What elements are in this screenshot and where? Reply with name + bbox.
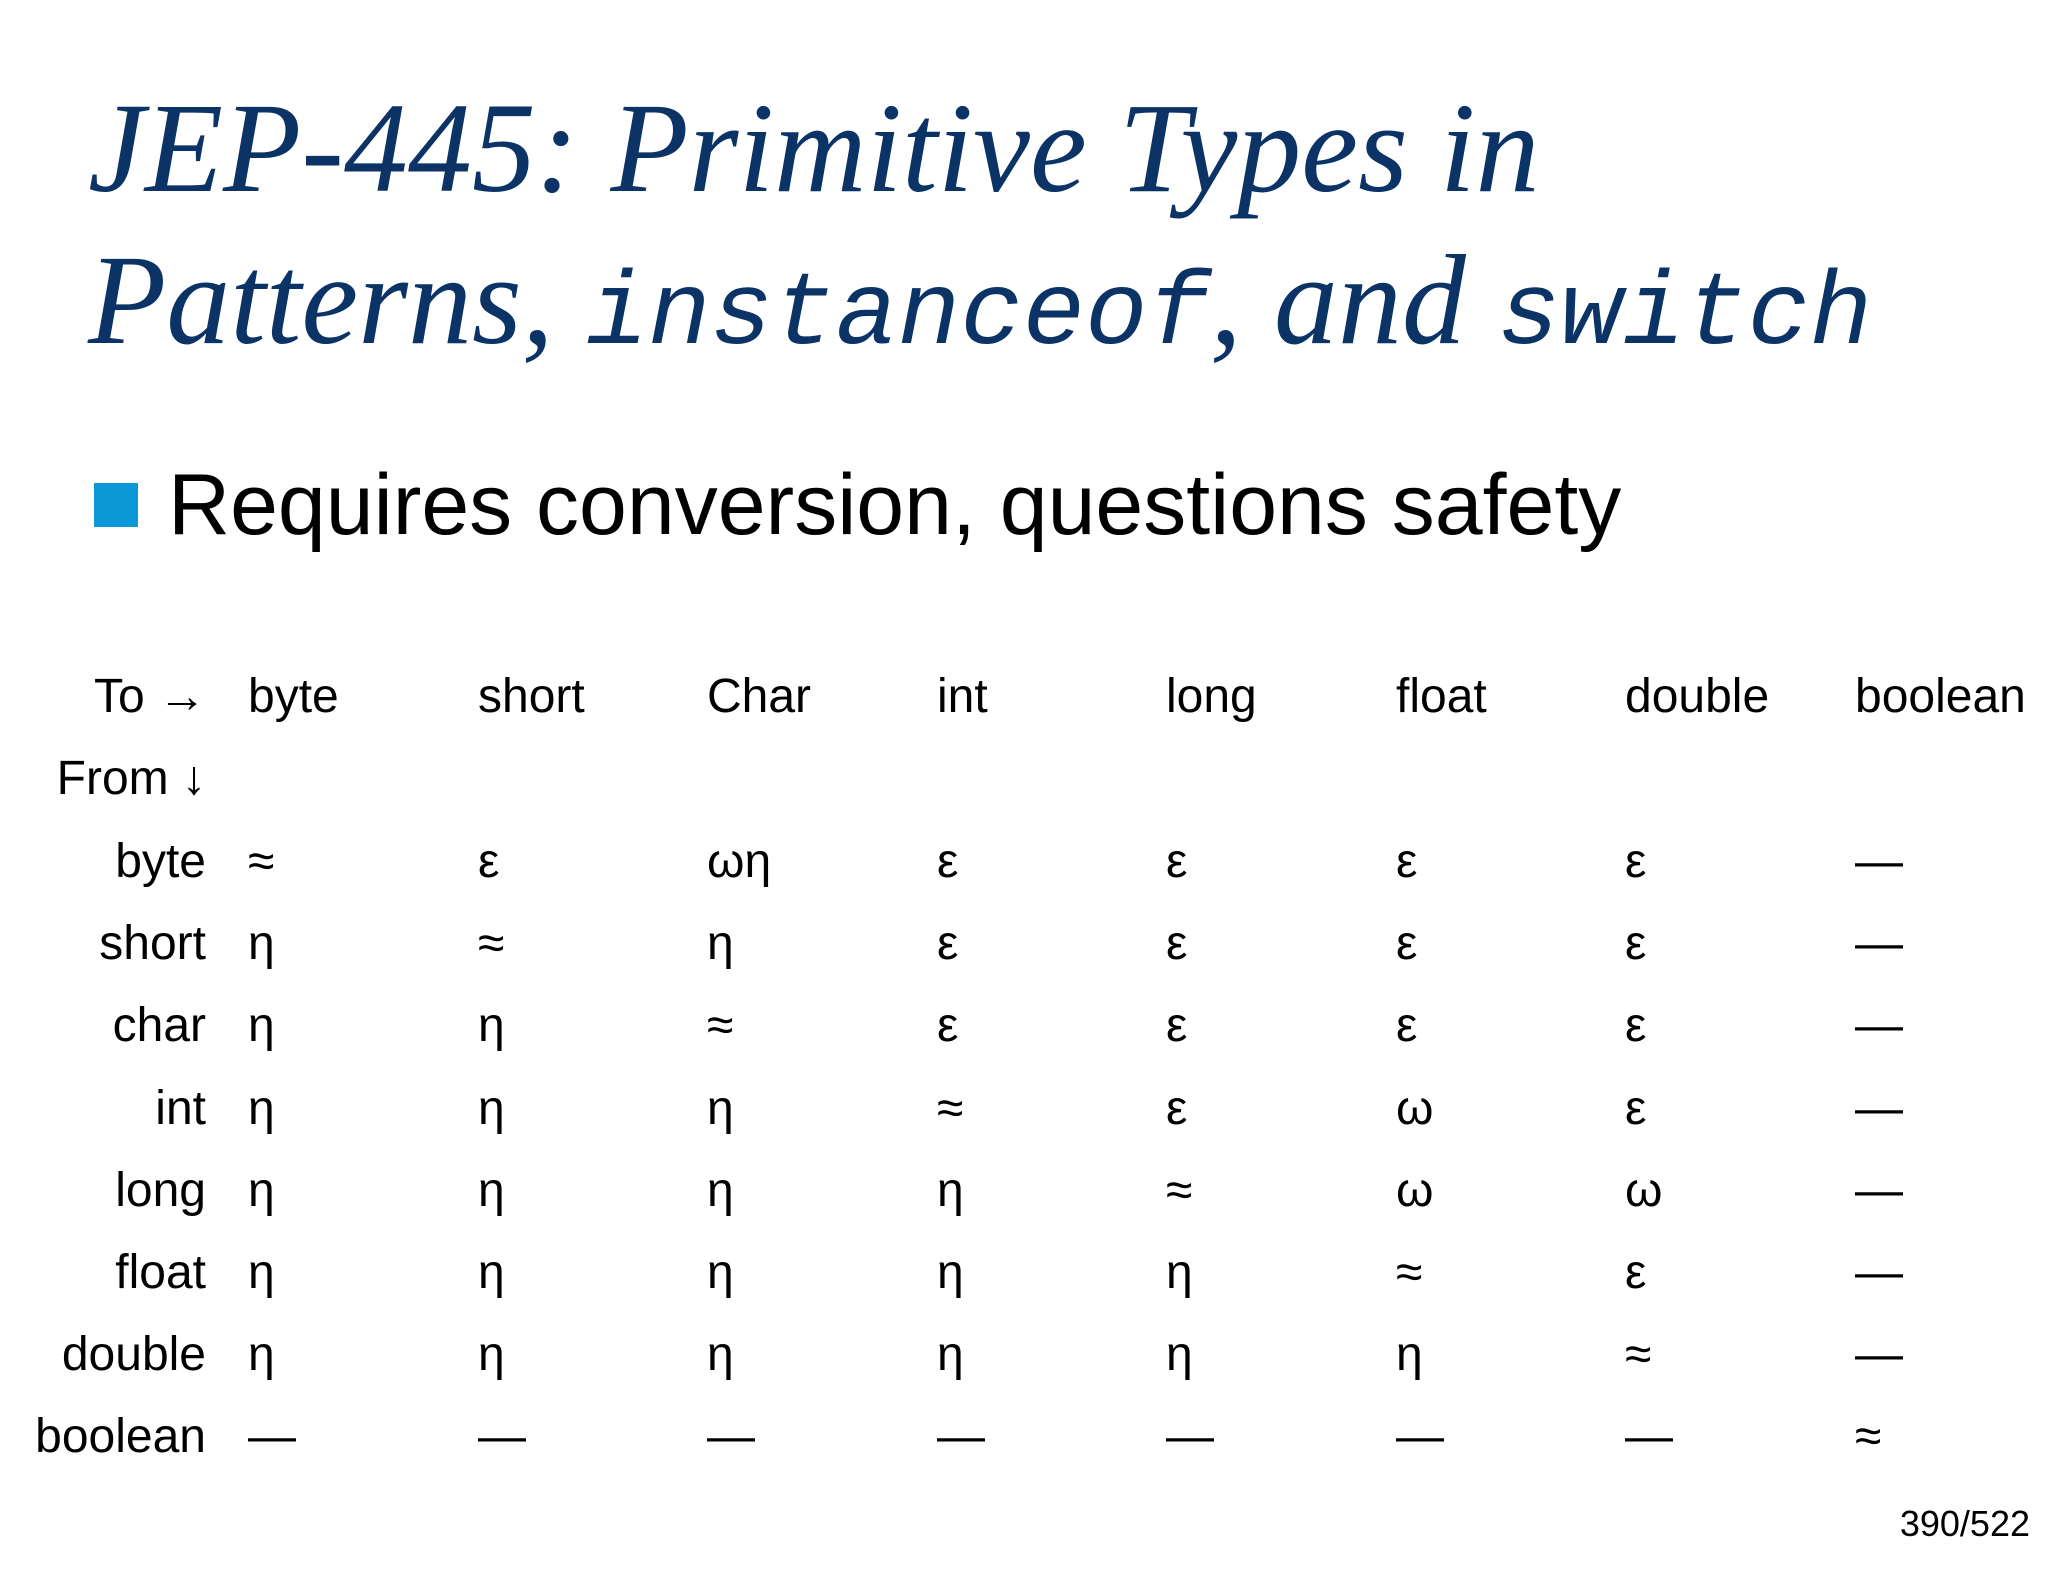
matrix-cell: η [478, 1328, 505, 1382]
matrix-cell: ε [1625, 835, 1647, 888]
matrix-cell: η [937, 1328, 964, 1382]
matrix-cell: η [707, 1163, 734, 1217]
matrix-cell: ε [937, 917, 959, 971]
matrix-cell: ε [1166, 999, 1188, 1053]
matrix-cell: — [1625, 1410, 1673, 1464]
matrix-cell: η [478, 1246, 505, 1299]
matrix-cell: — [937, 1410, 985, 1464]
column-header-short: short [478, 670, 585, 723]
matrix-cell: η [707, 1081, 734, 1135]
matrix-cell: ε [1166, 917, 1188, 971]
matrix-cell: ε [1396, 835, 1418, 888]
matrix-cell: ε [1396, 999, 1418, 1053]
matrix-cell: — [1855, 999, 1903, 1053]
row-label-int: int [155, 1081, 206, 1135]
column-header-float: float [1396, 670, 1487, 723]
matrix-cell: η [248, 1163, 275, 1217]
matrix-cell: η [1166, 1246, 1193, 1299]
row-label-float: float [115, 1246, 206, 1299]
matrix-cell: — [1855, 1328, 1903, 1382]
matrix-cell: ε [1625, 917, 1647, 971]
matrix-cell: η [707, 1246, 734, 1299]
page-number: 390/522 [1899, 1503, 2030, 1544]
matrix-cell: — [707, 1410, 755, 1464]
matrix-corner-to: To → [93, 670, 206, 723]
matrix-cell: ≈ [248, 835, 275, 888]
matrix-cell: — [1855, 1246, 1903, 1299]
matrix-cell: — [1855, 917, 1903, 971]
matrix-cell: — [1855, 835, 1903, 888]
matrix-cell: η [478, 1081, 505, 1135]
column-header-long: long [1166, 670, 1257, 723]
row-label-short: short [99, 917, 206, 971]
matrix-cell: ≈ [707, 999, 734, 1053]
matrix-cell: η [248, 1081, 275, 1135]
column-header-double: double [1625, 670, 1770, 723]
matrix-cell: ≈ [937, 1081, 964, 1135]
matrix-cell: ε [1166, 835, 1188, 888]
matrix-cell: ω [1625, 1163, 1663, 1217]
matrix-cell: η [248, 917, 275, 971]
column-header-char: Char [707, 670, 812, 723]
title-patterns: Patterns [88, 229, 522, 371]
matrix-cell: ≈ [1855, 1410, 1882, 1464]
matrix-cell: ≈ [1625, 1328, 1652, 1382]
column-header-byte: byte [248, 670, 339, 723]
matrix-cell: ε [937, 835, 959, 888]
matrix-cell: ω [1396, 1163, 1434, 1217]
matrix-cell: — [1166, 1410, 1214, 1464]
title-switch-keyword: switch [1497, 257, 1873, 375]
row-label-double: double [61, 1328, 206, 1382]
matrix-cell: ≈ [1396, 1246, 1423, 1299]
bullet-text: Requires conversion, questions safety [168, 457, 1622, 553]
matrix-cell: ε [1166, 1081, 1188, 1135]
column-header-int: int [937, 670, 988, 723]
matrix-cell: η [1396, 1328, 1423, 1382]
matrix-cell: η [478, 1163, 505, 1217]
title-instanceof-keyword: instanceof [585, 257, 1210, 375]
column-header-boolean: boolean [1855, 670, 2026, 723]
matrix-cell: η [707, 917, 734, 971]
row-label-long: long [115, 1163, 206, 1217]
matrix-cell: ωη [707, 835, 772, 888]
matrix-cell: η [248, 1246, 275, 1299]
matrix-cell: — [1855, 1081, 1903, 1135]
matrix-cell: — [248, 1410, 296, 1464]
matrix-cell: ≈ [478, 917, 505, 971]
matrix-cell: ε [478, 835, 500, 888]
matrix-cell: — [1855, 1163, 1903, 1217]
matrix-cell: ε [937, 999, 959, 1053]
matrix-cell: η [937, 1163, 964, 1217]
matrix-cell: η [937, 1246, 964, 1299]
title-line-1: JEP-445: Primitive Types in [88, 77, 1540, 219]
row-label-boolean: boolean [35, 1410, 206, 1464]
matrix-cell: η [248, 999, 275, 1053]
row-label-byte: byte [115, 835, 206, 888]
matrix-cell: — [1396, 1410, 1444, 1464]
title-comma-1: , [521, 229, 586, 371]
title-comma-2: , [1209, 229, 1274, 371]
matrix-cell: ε [1625, 1081, 1647, 1135]
matrix-cell: η [478, 999, 505, 1053]
matrix-corner-from: From ↓ [56, 752, 206, 805]
matrix-cell: η [248, 1328, 275, 1382]
matrix-cell: ε [1396, 917, 1418, 971]
title-and: and [1273, 229, 1498, 371]
matrix-cell: — [478, 1410, 526, 1464]
row-label-char: char [112, 999, 206, 1053]
matrix-cell: ε [1625, 1246, 1647, 1299]
matrix-cell: ≈ [1166, 1163, 1193, 1217]
matrix-cell: η [707, 1328, 734, 1382]
matrix-cell: ε [1625, 999, 1647, 1053]
matrix-cell: η [1166, 1328, 1193, 1382]
matrix-cell: ω [1396, 1081, 1434, 1135]
